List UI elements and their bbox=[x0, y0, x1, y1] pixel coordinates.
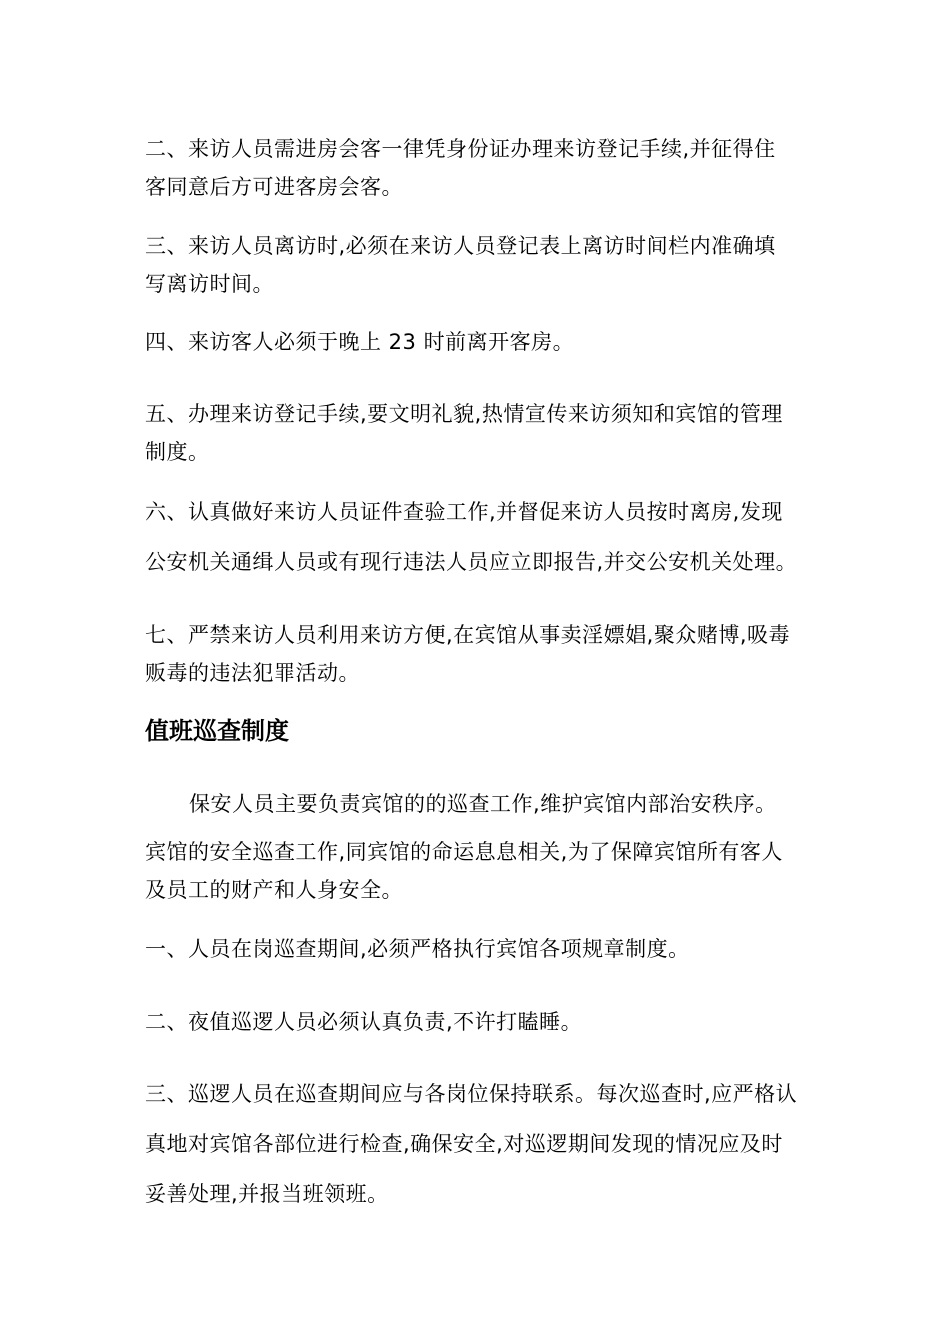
text-line: 公安机关通缉人员或有现行违法人员应立即报告,并交公安机关处理。 bbox=[145, 550, 798, 574]
patrol-item-1 bbox=[145, 930, 815, 968]
text-line: 写离访时间。 bbox=[145, 272, 274, 296]
text-line: 制度。 bbox=[145, 440, 210, 464]
text-line: 三、巡逻人员在巡查期间应与各岗位保持联系。每次巡查时,应严格认 bbox=[145, 1082, 798, 1106]
item-4-curfew bbox=[145, 323, 815, 361]
text-line: 一、人员在岗巡查期间,必须严格执行宾馆各项规章制度。 bbox=[145, 937, 690, 961]
item-6-id-check bbox=[145, 487, 815, 587]
patrol-item-2 bbox=[145, 1003, 815, 1041]
text-line: 五、办理来访登记手续,要文明礼貌,热情宣传来访须知和宾馆的管理 bbox=[145, 402, 783, 426]
text-line: 三、来访人员离访时,必须在来访人员登记表上离访时间栏内准确填 bbox=[145, 234, 776, 258]
text-line: 二、夜值巡逻人员必须认真负责,不许打瞌睡。 bbox=[145, 1010, 583, 1034]
section-title: 值班巡查制度 bbox=[145, 717, 289, 745]
text-line: 宾馆的安全巡查工作,同宾馆的命运息息相关,为了保障宾馆所有客人 bbox=[145, 840, 783, 864]
text-line: 七、严禁来访人员利用来访方便,在宾馆从事卖淫嫖娼,聚众赌博,吸毒 bbox=[145, 623, 791, 647]
section-intro bbox=[145, 785, 815, 909]
text-line: 客同意后方可进客房会客。 bbox=[145, 175, 403, 199]
text-line: 保安人员主要负责宾馆的的巡查工作,维护宾馆内部治安秩序。 bbox=[189, 792, 777, 816]
text-line: 真地对宾馆各部位进行检查,确保安全,对巡逻期间发现的情况应及时 bbox=[145, 1132, 783, 1156]
text-line: 四、来访客人必须于晚上 23 时前离开客房。 bbox=[145, 330, 575, 354]
patrol-item-3 bbox=[145, 1069, 815, 1219]
text-line: 二、来访人员需进房会客一律凭身份证办理来访登记手续,并征得住 bbox=[145, 137, 776, 161]
item-7-prohibitions bbox=[145, 616, 815, 692]
text-line: 贩毒的违法犯罪活动。 bbox=[145, 661, 360, 685]
item-2-visitor-registration bbox=[145, 130, 815, 206]
item-5-courtesy bbox=[145, 395, 815, 471]
text-line: 六、认真做好来访人员证件查验工作,并督促来访人员按时离房,发现 bbox=[145, 500, 783, 524]
text-line: 妥善处理,并报当班领班。 bbox=[145, 1182, 389, 1206]
item-3-departure-time bbox=[145, 227, 815, 303]
text-line: 及员工的财产和人身安全。 bbox=[145, 878, 403, 902]
